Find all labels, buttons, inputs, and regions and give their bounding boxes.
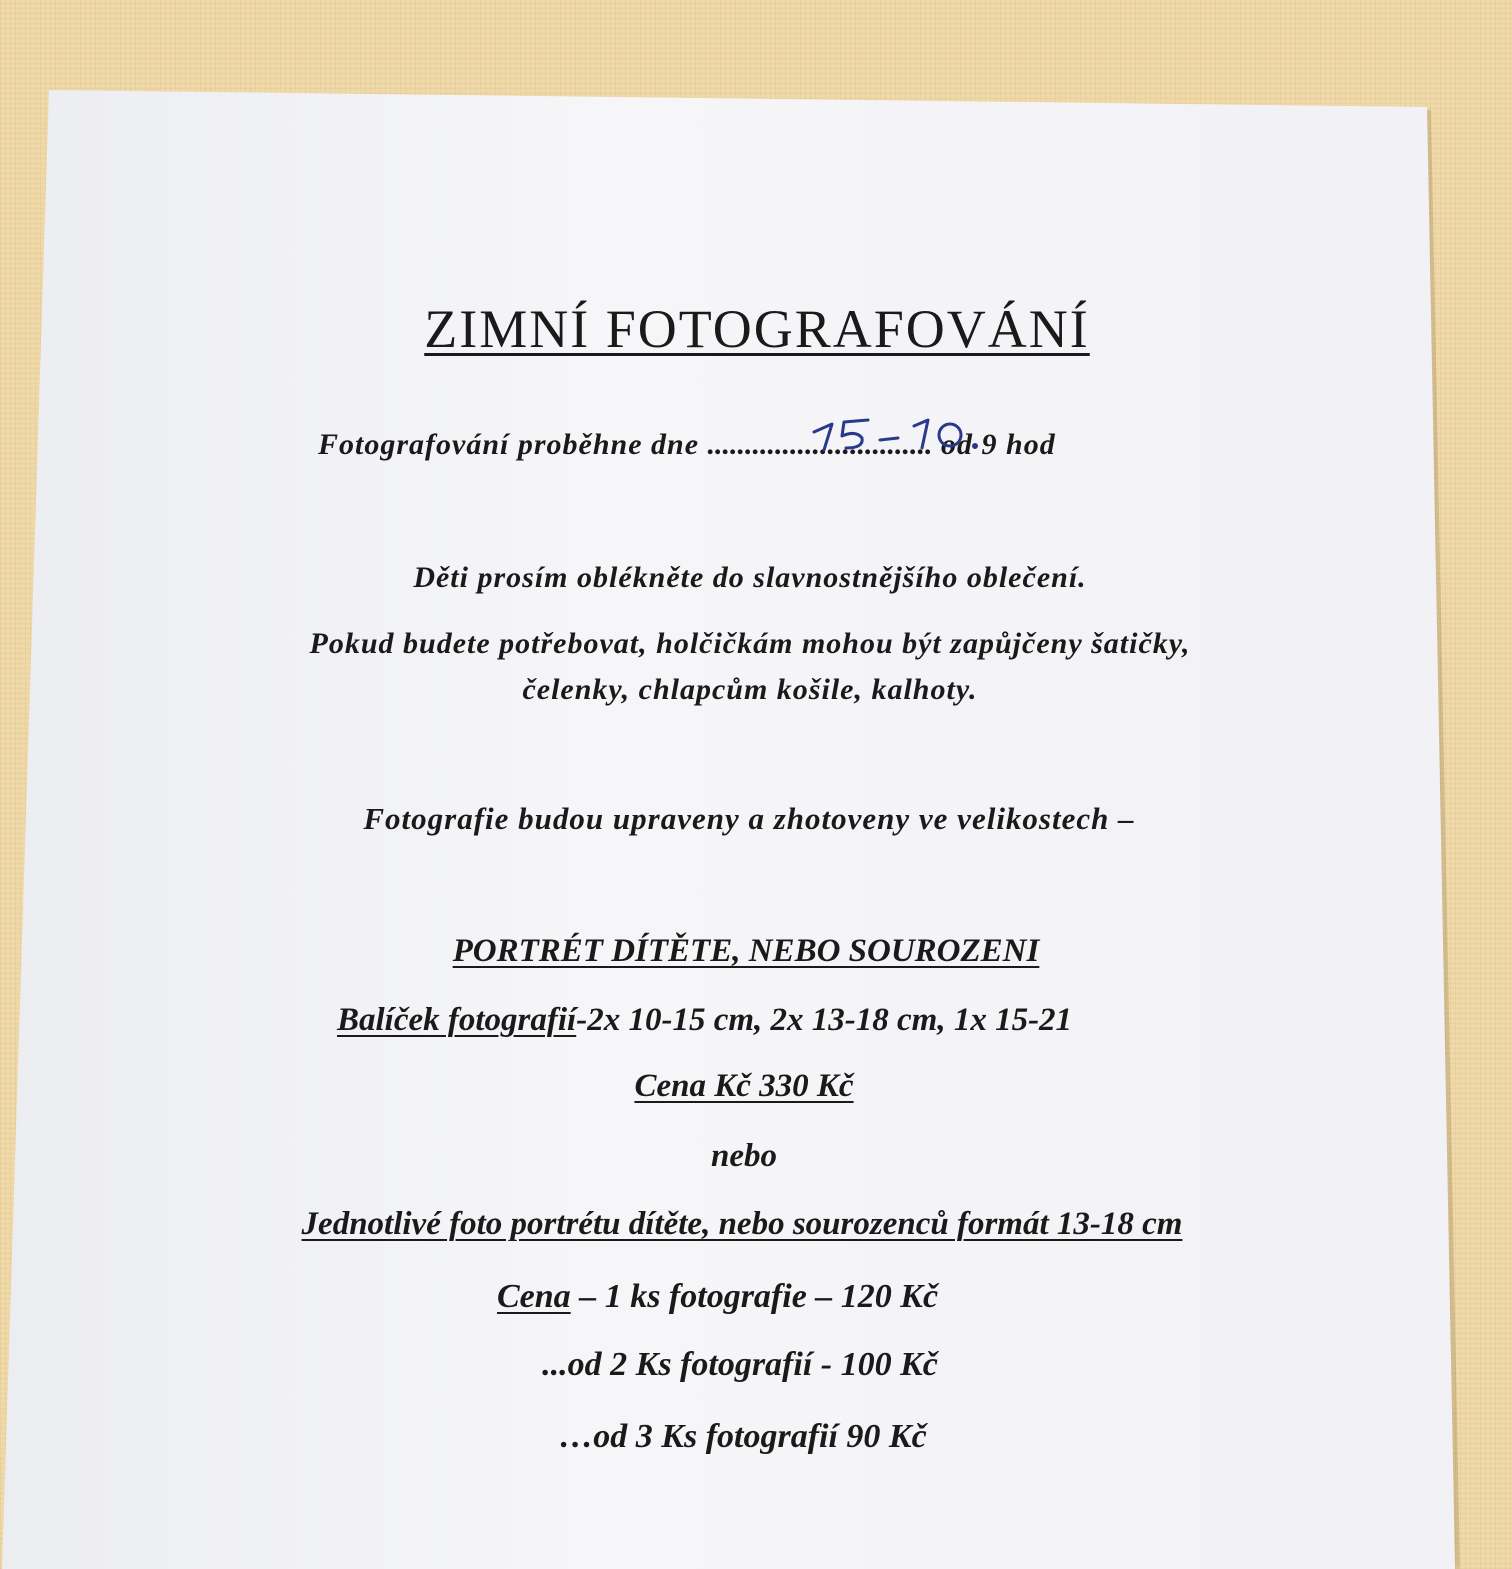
package-label: Balíček fotografií [337, 1002, 577, 1038]
note-sizes: Fotografie budou upraveny a zhotoveny ve velikostech – [363, 801, 1135, 836]
handwritten-date [810, 402, 1000, 462]
note-borrow-line1: Pokud budete potřebovat, holčičkám mohou být zapůjčeny šatičky, [309, 627, 1191, 660]
package-line [337, 1002, 1157, 1039]
section-title: PORTRÉT DÍTĚTE, NEBO SOUROZENI [452, 933, 1040, 969]
or-separator: nebo [711, 1138, 777, 1174]
package-price: Cena Kč 330 Kč [634, 1068, 854, 1104]
single-price-label: Cena [497, 1278, 571, 1315]
single-price-text: – 1 ks fotografie – 120 Kč [570, 1278, 939, 1315]
package-details: -2x 10-15 cm, 2x 13-18 cm, 1x 15-21 [576, 1002, 1073, 1038]
document-title: ZIMNÍ FOTOGRAFOVÁNÍ [424, 299, 1090, 359]
date-line-suffix: od 9 hod [941, 428, 1056, 461]
date-line-prefix: Fotografování proběhne dne [318, 428, 700, 461]
price-tier-2: ...od 2 Ks fotografií - 100 Kč [542, 1346, 938, 1383]
single-price-line [497, 1278, 991, 1316]
note-clothing: Děti prosím oblékněte do slavnostnějšího oblečení. [413, 561, 1087, 594]
note-borrow-line2: čelenky, chlapcům košile, kalhoty. [522, 673, 978, 706]
price-tier-3: …od 3 Ks fotografií 90 Kč [559, 1418, 927, 1455]
single-photos-heading: Jednotlivé foto portrétu dítěte, nebo sourozenců formát 13-18 cm [301, 1206, 1183, 1242]
date-line [318, 428, 1198, 462]
date-line-dots: .............................. [707, 428, 933, 461]
